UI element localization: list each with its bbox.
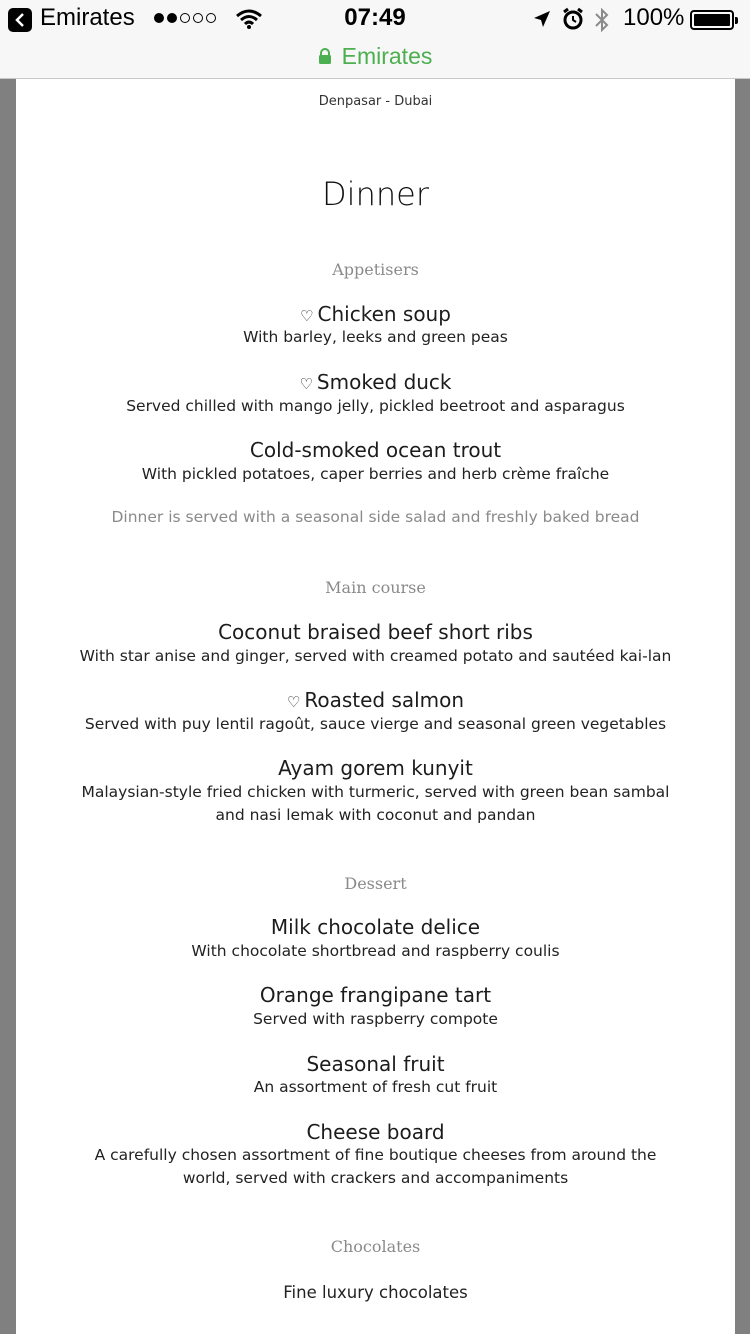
dish-description: With pickled potatoes, caper berries and herb crème fraîche <box>141 465 610 483</box>
status-bar <box>0 0 750 40</box>
heart-icon: ♡ <box>299 375 313 393</box>
dish-name: Coconut braised beef short ribs <box>218 620 533 644</box>
battery-icon <box>690 10 734 30</box>
dish-description: An assortment of fresh cut fruit <box>253 1078 498 1096</box>
section-heading-appetisers: Appetisers <box>332 260 419 279</box>
dish-description: With chocolate shortbread and raspberry coulis <box>191 942 560 960</box>
section-heading-main-course: Main course <box>325 578 426 597</box>
menu-page <box>16 79 735 1334</box>
location-arrow-icon <box>532 9 552 29</box>
dish-name: Seasonal fruit <box>306 1052 445 1076</box>
dish-name: ♡ Smoked duck <box>299 370 452 394</box>
dish-name: ♡ Chicken soup <box>300 302 451 326</box>
site-name[interactable]: Emirates <box>341 42 433 69</box>
dish-description: With star anise and ginger, served with creamed potato and sautéed kai-lan <box>79 647 672 665</box>
dish-description: A carefully chosen assortment of fine boutique cheeses from around the world, served with crackers and accompaniments <box>94 1146 657 1187</box>
dish-name: ♡ Roasted salmon <box>286 688 465 712</box>
dish-name: Fine luxury chocolates <box>283 1283 468 1302</box>
dish-name: Cheese board <box>306 1120 445 1144</box>
section-heading-dessert: Dessert <box>344 874 407 893</box>
dish-name: Orange frangipane tart <box>259 983 492 1007</box>
dish-description: Served chilled with mango jelly, pickled beetroot and asparagus <box>126 397 625 415</box>
meal-title: Dinner <box>322 175 429 213</box>
dish-description: Served with puy lentil ragoût, sauce vierge and seasonal green vegetables <box>84 715 667 733</box>
dish-description: Served with raspberry compote <box>253 1010 498 1028</box>
dish-name: Milk chocolate delice <box>270 915 481 939</box>
heart-icon: ♡ <box>300 307 314 325</box>
browser-top-bar <box>0 0 750 79</box>
alarm-icon <box>561 7 585 31</box>
heart-icon: ♡ <box>286 693 301 711</box>
flight-route: Denpasar - Dubai <box>318 94 433 109</box>
dish-name: Ayam gorem kunyit <box>278 756 473 780</box>
dish-description: With barley, leeks and green peas <box>243 328 508 346</box>
lock-icon <box>318 48 332 64</box>
battery-percentage: 100% <box>623 4 685 31</box>
appetisers-note: Dinner is served with a seasonal side salad and freshly baked bread <box>111 508 640 526</box>
back-to-app-label[interactable]: Emirates <box>40 4 135 31</box>
clock: 07:49 <box>344 4 406 31</box>
dish-description: Malaysian-style fried chicken with turmeric, served with green bean sambal and nasi lemak with coconut and pandan <box>81 783 670 824</box>
url-bar[interactable] <box>0 40 750 72</box>
bluetooth-icon <box>593 7 611 33</box>
section-heading-chocolates: Chocolates <box>330 1237 421 1256</box>
dish-name: Cold-smoked ocean trout <box>249 438 502 462</box>
